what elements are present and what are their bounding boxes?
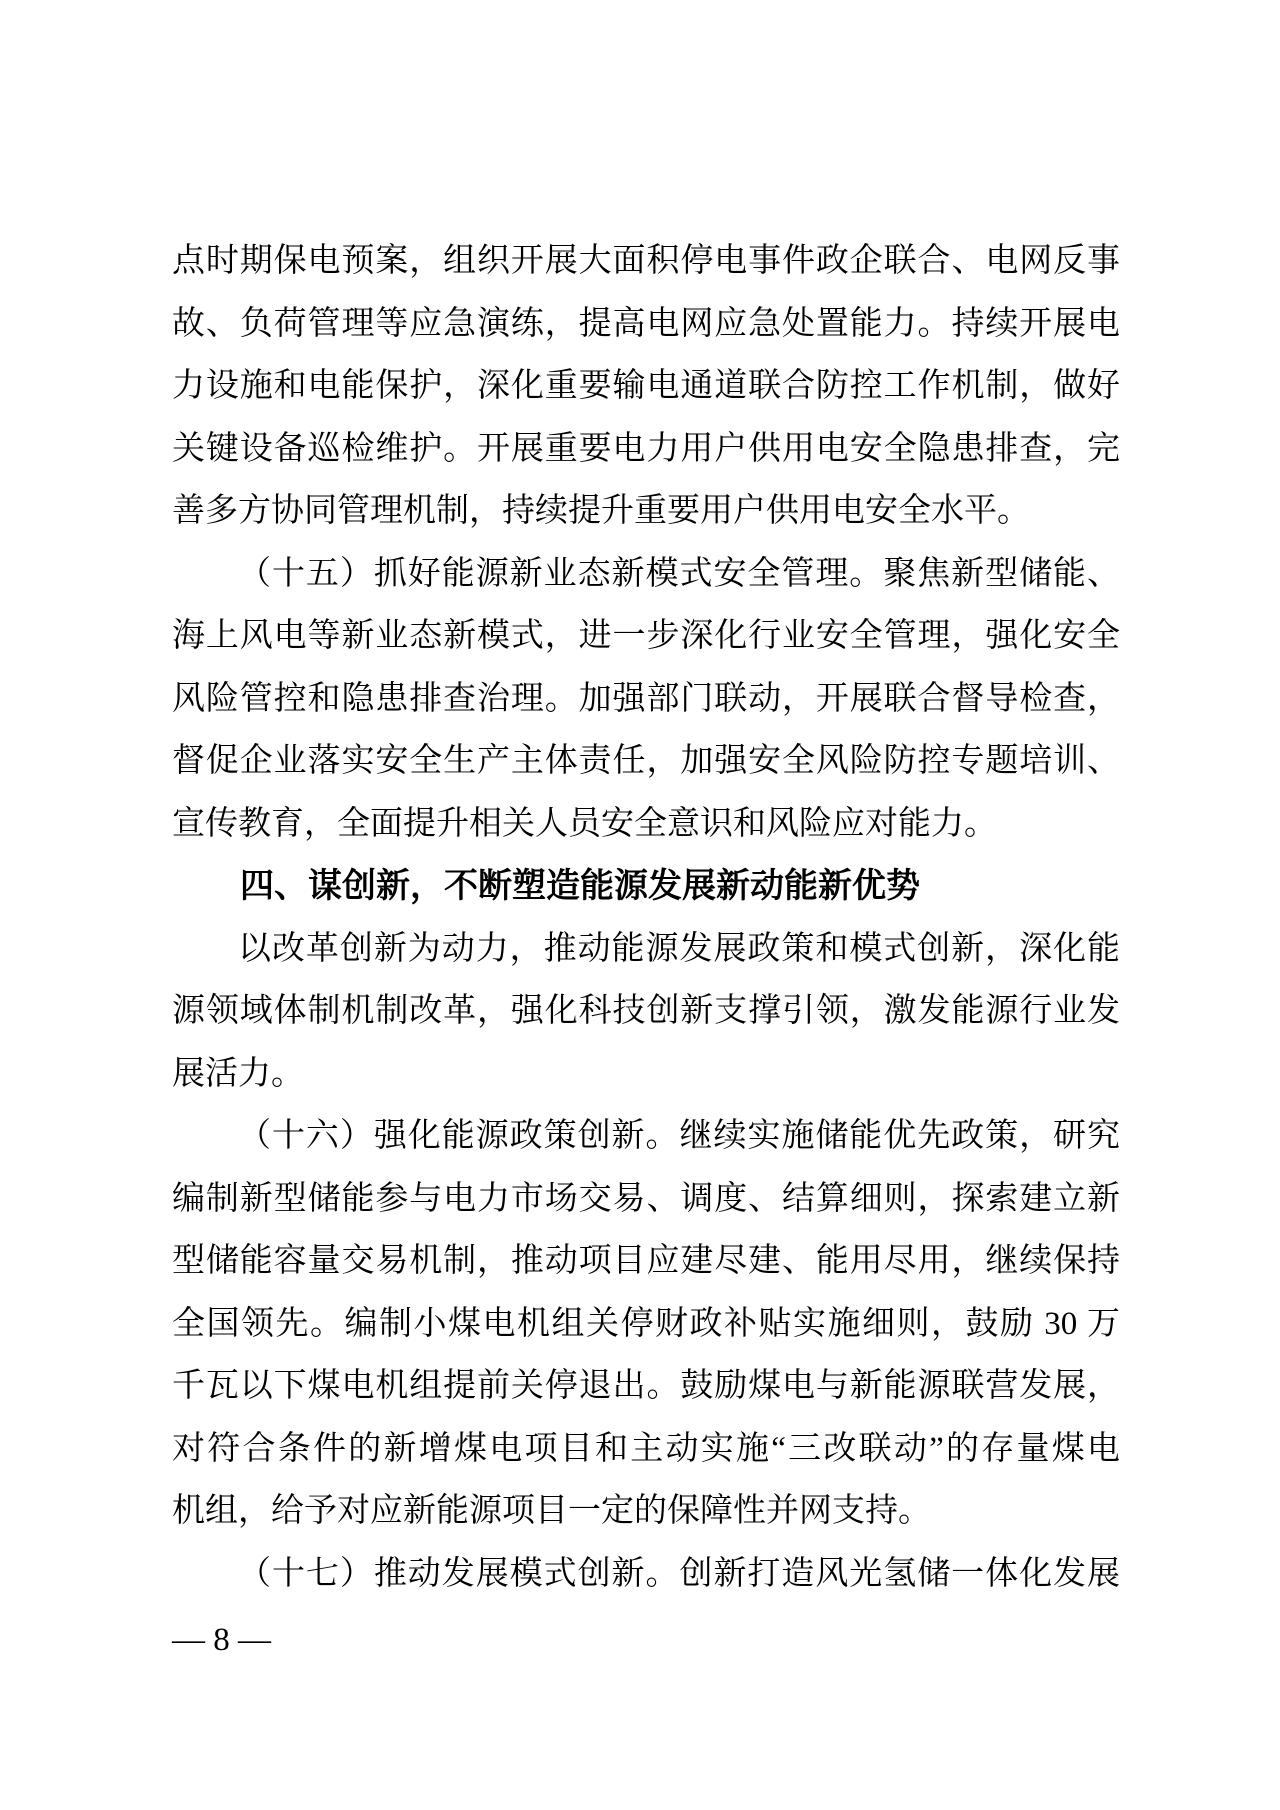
page-number: — 8 — [172,1622,271,1658]
text-line: 风险管控和隐患排查治理。加强部门联动，开展联合督导检查， [172,680,1120,717]
text-line: （十五）抓好能源新业态新模式安全管理。聚焦新型储能、 [238,555,1120,592]
page-footer [172,1620,271,1660]
text-line: 型储能容量交易机制，推动项目应建尽建、能用尽用，继续保持 [172,1243,1120,1279]
text-line: 编制新型储能参与电力市场交易、调度、结算细则，探索建立新 [172,1180,1120,1217]
section-heading: 四、谋创新，不断塑造能源发展新动能新优势 [240,867,920,905]
text-line: 宣传教育，全面提升相关人员安全意识和风险应对能力。 [172,805,997,842]
text-line: 源领域体制机制改革，强化科技创新支撑引领，激发能源行业发 [172,993,1120,1029]
text-line: （十六）强化能源政策创新。继续实施储能优先政策，研究 [238,1118,1120,1154]
text-line: （十七）推动发展模式创新。创新打造风光氢储一体化发展 [238,1555,1120,1592]
text-line: 督促企业落实安全生产主体责任，加强安全风险防控专题培训、 [172,743,1120,779]
text-line: 故、负荷管理等应急演练，提高电网应急处置能力。持续开展电 [172,305,1120,342]
text-line: 以改革创新为动力，推动能源发展政策和模式创新，深化能 [238,930,1120,967]
text-line: 点时期保电预案，组织开展大面积停电事件政企联合、电网反事 [172,243,1120,279]
text-line: 千瓦以下煤电机组提前关停退出。鼓励煤电与新能源联营发展， [172,1368,1120,1404]
text-line: 机组，给予对应新能源项目一定的保障性并网支持。 [172,1493,931,1529]
text-line: 善多方协同管理机制，持续提升重要用户供用电安全水平。 [172,493,1030,529]
text-line: 对符合条件的新增煤电项目和主动实施“三改联动”的存量煤电 [172,1430,1120,1467]
text-line: 关键设备巡检维护。开展重要电力用户供用电安全隐患排查，完 [172,430,1120,467]
text-line: 展活力。 [172,1055,304,1092]
text-line: 力设施和电能保护，深化重要输电通道联合防控工作机制，做好 [172,368,1120,404]
text-line: 海上风电等新业态新模式，进一步深化行业安全管理，强化安全 [172,618,1120,654]
text-line: 全国领先。编制小煤电机组关停财政补贴实施细则，鼓励 30 万 [172,1305,1120,1342]
document-body [172,230,1120,1605]
